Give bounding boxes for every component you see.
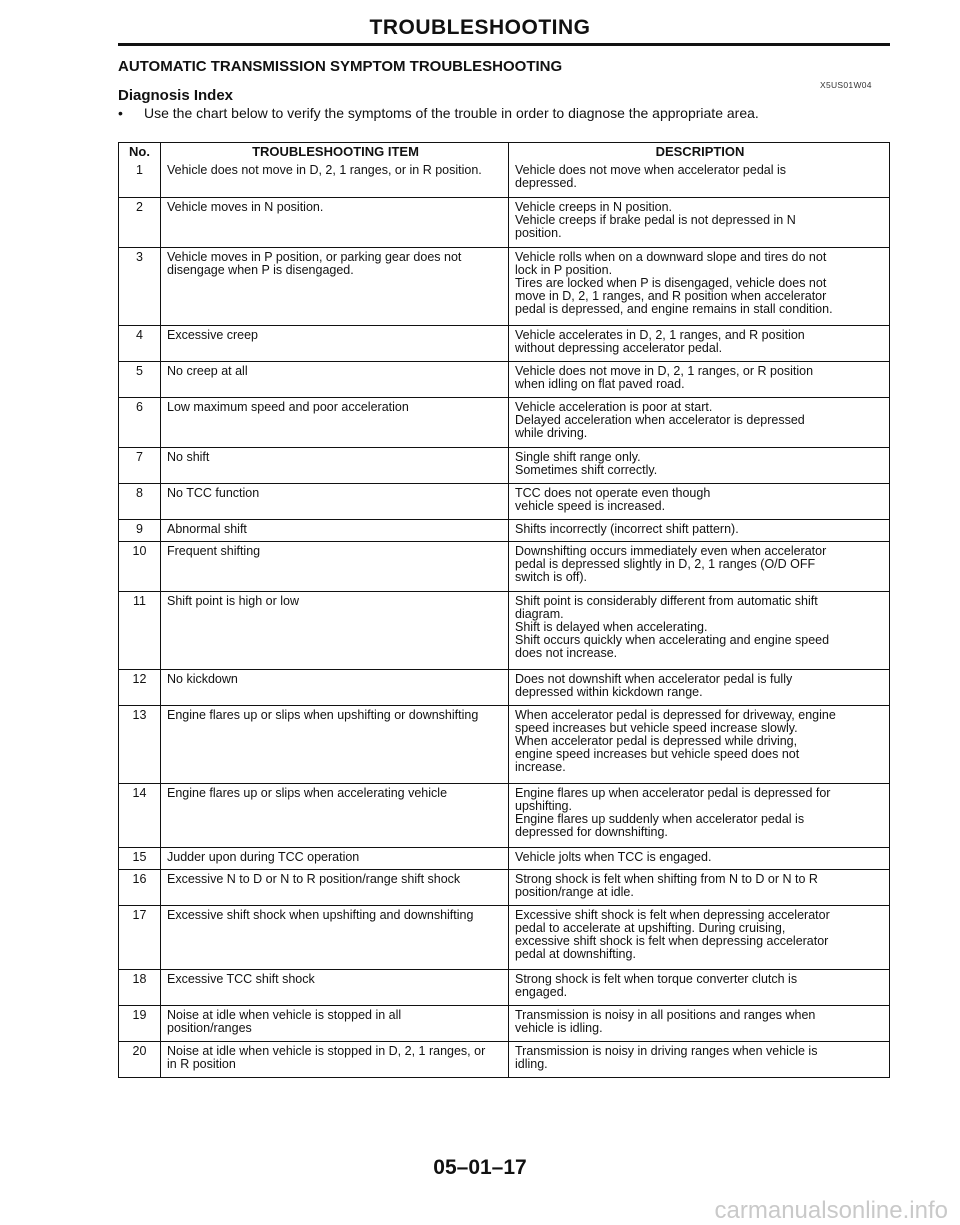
table-row: [119, 361, 889, 397]
row-number: 4: [119, 326, 161, 361]
table-row: [119, 197, 889, 247]
item-description: When accelerator pedal is depressed for driveway, engine speed increases but vehicle speed increase slowly. When accelerator pedal is depressed while driving, engine speed increases but vehicle speed does not increase.: [515, 708, 836, 774]
page-header-title: TROUBLESHOOTING: [369, 16, 591, 39]
table-row: [119, 247, 889, 325]
table-row: [119, 325, 889, 361]
item-description: Strong shock is felt when shifting from N to D or N to R position/range at idle.: [515, 872, 818, 899]
item-description: Shifts incorrectly (incorrect shift pattern).: [515, 522, 739, 536]
item-description: TCC does not operate even though vehicle speed is increased.: [515, 486, 711, 513]
troubleshooting-item: Excessive creep: [161, 326, 509, 361]
item-description: Single shift range only. Sometimes shift correctly.: [515, 450, 658, 477]
troubleshooting-item: Frequent shifting: [161, 542, 509, 591]
page-number: 05–01–17: [433, 1156, 527, 1179]
column-header-item: TROUBLESHOOTING ITEM: [161, 143, 509, 161]
table-row: [119, 397, 889, 447]
troubleshooting-item: Excessive shift shock when upshifting and downshifting: [161, 906, 509, 969]
row-number: 8: [119, 484, 161, 519]
troubleshooting-item: Engine flares up or slips when upshifting or downshifting: [161, 706, 509, 783]
item-description: Transmission is noisy in all positions and ranges when vehicle is idling.: [515, 1008, 816, 1035]
row-number: 17: [119, 906, 161, 969]
row-number: 2: [119, 198, 161, 247]
diagnosis-index-heading: Diagnosis Index: [118, 87, 234, 104]
section-title: AUTOMATIC TRANSMISSION SYMPTOM TROUBLESHOOTING: [118, 58, 563, 75]
table-row: [119, 591, 889, 669]
troubleshooting-item: Vehicle does not move in D, 2, 1 ranges, or in R position.: [161, 161, 509, 197]
watermark: carmanualsonline.info: [714, 1197, 948, 1224]
table-row: [119, 783, 889, 847]
item-description: Excessive shift shock is felt when depressing accelerator pedal to accelerate at upshifting. During cruising, excessive shift shock is felt when depressing accelerator pedal at downshifting.: [515, 908, 830, 961]
table-row: [119, 905, 889, 969]
bullet-marker: •: [118, 105, 123, 121]
table-header-row: [119, 143, 889, 161]
troubleshooting-item: No shift: [161, 448, 509, 483]
row-number: 13: [119, 706, 161, 783]
table-row: [119, 669, 889, 705]
diagnosis-table: [118, 142, 890, 1078]
table-row: [119, 1005, 889, 1041]
row-number: 15: [119, 848, 161, 869]
table-body: [119, 161, 889, 1077]
troubleshooting-item: Low maximum speed and poor acceleration: [161, 398, 509, 447]
table-row: [119, 1041, 889, 1077]
troubleshooting-item: No kickdown: [161, 670, 509, 705]
row-number: 6: [119, 398, 161, 447]
table-row: [119, 541, 889, 591]
troubleshooting-item: Excessive TCC shift shock: [161, 970, 509, 1005]
troubleshooting-item: Judder upon during TCC operation: [161, 848, 509, 869]
row-number: 20: [119, 1042, 161, 1077]
column-header-no: No.: [119, 143, 161, 161]
row-number: 19: [119, 1006, 161, 1041]
item-description: Vehicle does not move in D, 2, 1 ranges, or R position when idling on flat paved road.: [515, 364, 814, 391]
row-number: 16: [119, 870, 161, 905]
troubleshooting-item: Noise at idle when vehicle is stopped in D, 2, 1 ranges, or in R position: [161, 1042, 509, 1077]
instruction-text: [118, 105, 759, 121]
table-row: [119, 483, 889, 519]
table-row: [119, 705, 889, 783]
item-description: Strong shock is felt when torque converter clutch is engaged.: [515, 972, 798, 999]
troubleshooting-item: Vehicle moves in P position, or parking gear does not disengage when P is disengaged.: [161, 248, 509, 325]
row-number: 7: [119, 448, 161, 483]
table-row: [119, 519, 889, 541]
table-row: [119, 447, 889, 483]
troubleshooting-item: Abnormal shift: [161, 520, 509, 541]
item-description: Vehicle rolls when on a downward slope and tires do not lock in P position. Tires are locked when P is disengaged, vehicle does not move in D, 2, 1 ranges, and R position when accelerator pedal is depressed, and engine remains in stall condition.: [515, 250, 833, 316]
table-row: [119, 161, 889, 197]
item-description: Vehicle creeps in N position. Vehicle creeps if brake pedal is not depressed in N position.: [515, 200, 796, 240]
row-number: 11: [119, 592, 161, 669]
item-description: Engine flares up when accelerator pedal is depressed for upshifting. Engine flares up suddenly when accelerator pedal is depressed for downshifting.: [515, 786, 831, 839]
instruction-body: Use the chart below to verify the symptoms of the trouble in order to diagnose the appropriate area.: [144, 105, 759, 121]
item-description: Downshifting occurs immediately even when accelerator pedal is depressed slightly in D, 2, 1 ranges (O/D OFF switch is off).: [515, 544, 827, 584]
item-description: Vehicle jolts when TCC is engaged.: [515, 850, 712, 864]
troubleshooting-item: Excessive N to D or N to R position/range shift shock: [161, 870, 509, 905]
troubleshooting-item: No TCC function: [161, 484, 509, 519]
troubleshooting-item: Engine flares up or slips when accelerating vehicle: [161, 784, 509, 847]
item-description: Transmission is noisy in driving ranges when vehicle is idling.: [515, 1044, 818, 1071]
item-description: Vehicle accelerates in D, 2, 1 ranges, and R position without depressing accelerator pedal.: [515, 328, 805, 355]
troubleshooting-item: Shift point is high or low: [161, 592, 509, 669]
table-row: [119, 969, 889, 1005]
header-rule: [118, 43, 890, 46]
item-description: Does not downshift when accelerator pedal is fully depressed within kickdown range.: [515, 672, 793, 699]
item-description: Vehicle acceleration is poor at start. Delayed acceleration when accelerator is depressed while driving.: [515, 400, 805, 440]
row-number: 1: [119, 161, 161, 197]
item-description: Shift point is considerably different from automatic shift diagram. Shift is delayed when accelerating. Shift occurs quickly when accelerating and engine speed does not increase.: [515, 594, 830, 660]
document-code: X5US01W04: [820, 80, 872, 90]
column-header-description: DESCRIPTION: [655, 144, 745, 159]
row-number: 3: [119, 248, 161, 325]
row-number: 18: [119, 970, 161, 1005]
item-description: Vehicle does not move when accelerator pedal is depressed.: [515, 163, 786, 190]
row-number: 10: [119, 542, 161, 591]
row-number: 5: [119, 362, 161, 397]
troubleshooting-item: Noise at idle when vehicle is stopped in all position/ranges: [161, 1006, 509, 1041]
troubleshooting-item: No creep at all: [161, 362, 509, 397]
row-number: 14: [119, 784, 161, 847]
row-number: 12: [119, 670, 161, 705]
troubleshooting-item: Vehicle moves in N position.: [161, 198, 509, 247]
table-row: [119, 869, 889, 905]
row-number: 9: [119, 520, 161, 541]
table-row: [119, 847, 889, 869]
